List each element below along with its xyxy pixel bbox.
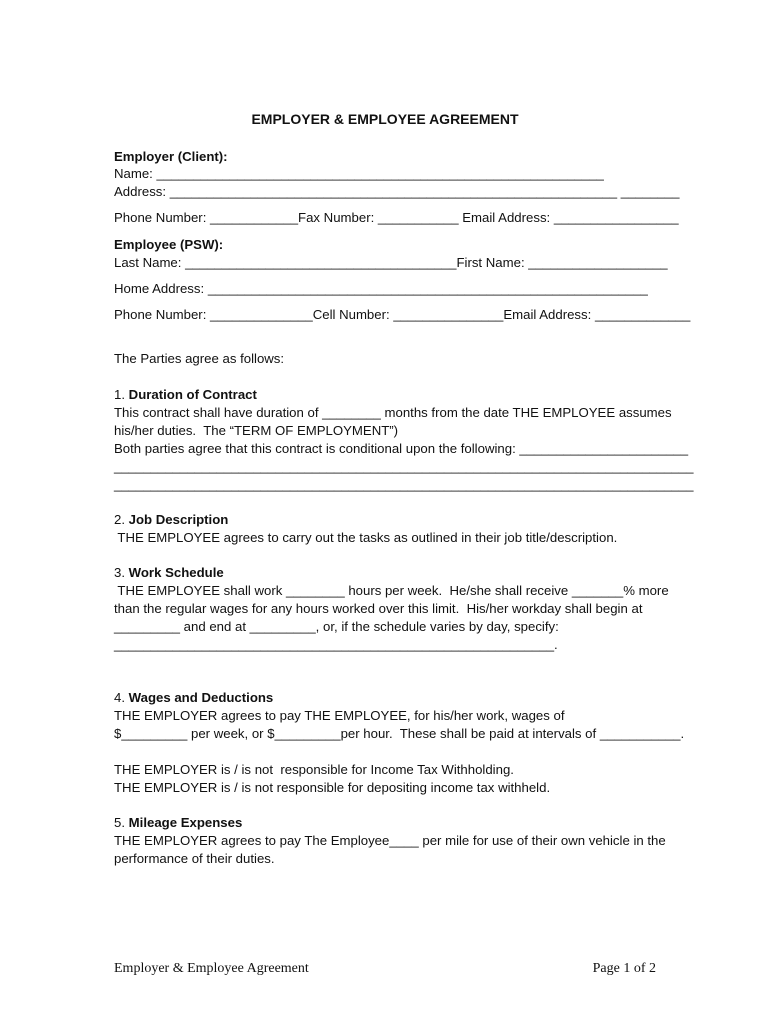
- section-number: 5.: [114, 815, 129, 830]
- section-1-text: his/her duties. The “TERM OF EMPLOYMENT”): [114, 423, 399, 438]
- section-4-heading: [114, 690, 273, 706]
- section-3-text: THE EMPLOYEE shall work ________ hours per week. He/she shall receive _______% more: [114, 583, 669, 598]
- section-4-text: $_________ per week, or $_________per hour. These shall be paid at intervals of ___________.: [114, 726, 685, 741]
- section-5-text: performance of their duties.: [114, 851, 275, 866]
- document-title: EMPLOYER & EMPLOYEE AGREEMENT: [251, 111, 519, 127]
- employee-heading: Employee (PSW):: [114, 237, 224, 252]
- employer-address-field: Address: _____________________________________________________________ ________: [114, 184, 680, 199]
- section-2-heading: [114, 512, 228, 528]
- section-2-text: THE EMPLOYEE agrees to carry out the tasks as outlined in their job title/description.: [114, 530, 618, 545]
- section-5-heading: [114, 815, 242, 831]
- parties-intro: The Parties agree as follows:: [114, 351, 285, 366]
- footer-page-number: Page 1 of 2: [592, 961, 656, 976]
- section-1-text: This contract shall have duration of ________ months from the date THE EMPLOYEE assumes: [114, 405, 672, 420]
- section-title: Mileage Expenses: [128, 815, 243, 830]
- employer-contact-fields: Phone Number: ____________Fax Number: ___________ Email Address: _________________: [114, 210, 679, 225]
- section-4-text: THE EMPLOYER is / is not responsible for Income Tax Withholding.: [114, 762, 514, 777]
- employee-contact-fields: Phone Number: ______________Cell Number: _______________Email Address: _____________: [114, 307, 691, 322]
- section-title: Wages and Deductions: [128, 690, 274, 705]
- section-number: 1.: [114, 387, 129, 402]
- section-1-blank-line: _______________________________________________________________________________: [114, 459, 694, 474]
- section-1-text: Both parties agree that this contract is conditional upon the following: _______________________: [114, 441, 689, 456]
- section-4-text: THE EMPLOYER is / is not responsible for depositing income tax withheld.: [114, 780, 551, 795]
- section-number: 4.: [114, 690, 129, 705]
- employee-home-address-field: Home Address: ____________________________________________________________: [114, 281, 648, 296]
- section-number: 3.: [114, 565, 129, 580]
- footer-document-name: Employer & Employee Agreement: [114, 961, 309, 976]
- employer-heading: Employer (Client):: [114, 149, 228, 164]
- section-3-text: _________ and end at _________, or, if the schedule varies by day, specify:: [114, 619, 559, 634]
- section-4-text: THE EMPLOYER agrees to pay THE EMPLOYEE, for his/her work, wages of: [114, 708, 565, 723]
- section-5-text: THE EMPLOYER agrees to pay The Employee____ per mile for use of their own vehicle in the: [114, 833, 666, 848]
- section-3-blank-line: ____________________________________________________________.: [114, 637, 558, 652]
- section-3-heading: [114, 565, 224, 581]
- section-3-text: than the regular wages for any hours worked over this limit. His/her workday shall begin at: [114, 601, 643, 616]
- section-title: Work Schedule: [128, 565, 224, 580]
- employer-name-field: Name: _____________________________________________________________: [114, 166, 604, 181]
- section-title: Job Description: [128, 512, 229, 527]
- section-1-blank-line: _______________________________________________________________________________: [114, 477, 694, 492]
- section-1-heading: [114, 387, 257, 403]
- employee-name-fields: Last Name: _____________________________________First Name: ___________________: [114, 255, 668, 270]
- section-number: 2.: [114, 512, 129, 527]
- section-title: Duration of Contract: [128, 387, 257, 402]
